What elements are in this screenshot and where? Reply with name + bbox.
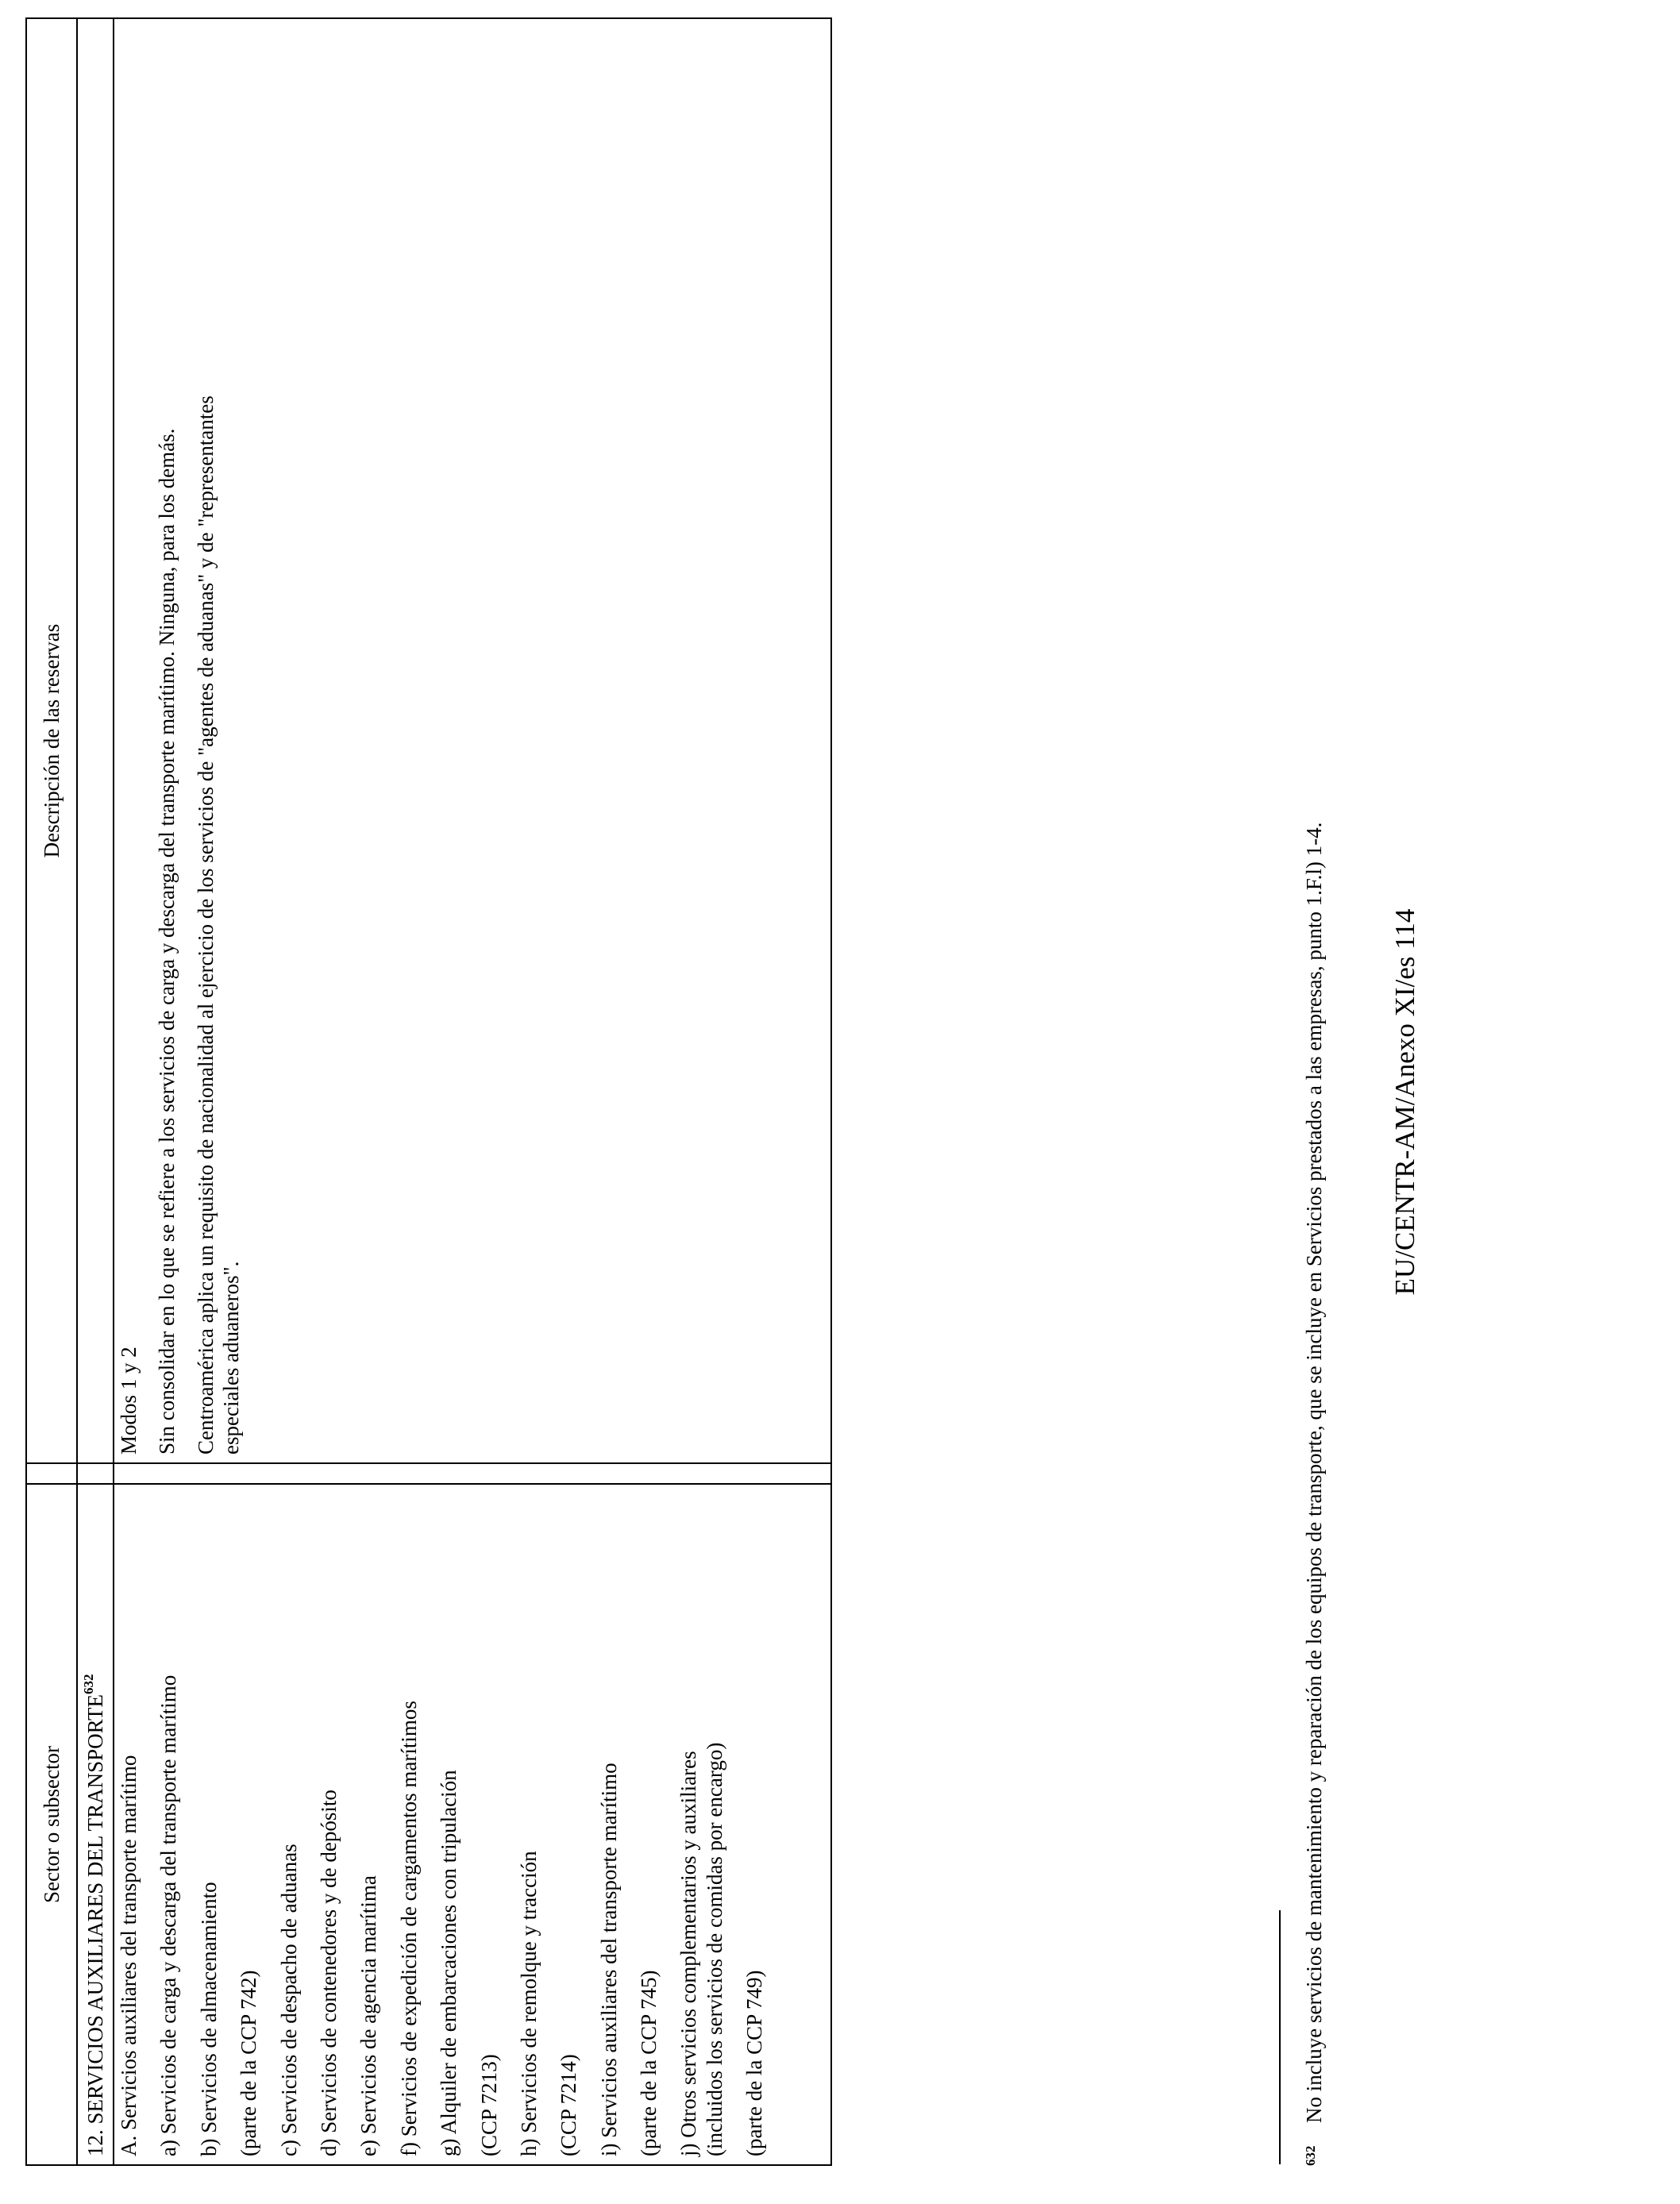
- footnote-text: No incluye servicios de mantenimiento y reparación de los equipos de transporte, que se incluye en Servicios prestados a las empresas, punto 1.F.l) 1-4.: [1302, 822, 1326, 2123]
- sector-line: (parte de la CCP 742): [237, 1970, 261, 2156]
- footnote-divider: [1279, 1910, 1281, 2164]
- section-spacer: [77, 1463, 114, 1484]
- description-line: Modos 1 y 2: [117, 1347, 141, 1455]
- sector-line: e) Servicios de agencia marítima: [356, 1875, 381, 2156]
- table-header-row: [26, 18, 77, 2165]
- page-footer: EU/CENTR-AM/Anexo XI/es 114: [1389, 908, 1420, 1296]
- sector-line: d) Servicios de contenedores y de depósito: [316, 1790, 341, 2156]
- reservations-table: [25, 17, 832, 2166]
- sector-line: g) Alquiler de embarcaciones con tripulación: [437, 1770, 461, 2156]
- header-description: Descripción de las reservas: [26, 18, 77, 1463]
- sector-line: f) Servicios de expedición de cargamentos marítimos: [396, 1701, 421, 2156]
- section-title-cell: [77, 1484, 114, 2165]
- description-line: Sin consolidar en lo que se refiere a los servicios de carga y descarga del transporte marítimo. Ninguna, para los demás.: [155, 428, 179, 1455]
- content-spacer: [114, 1463, 831, 1484]
- footnote-number: 632: [1303, 2145, 1318, 2166]
- header-sector: Sector o subsector: [26, 1484, 77, 2165]
- sector-line: (CCP 7213): [476, 2054, 501, 2156]
- sector-line: A. Servicios auxiliares del transporte marítimo: [117, 1755, 141, 2156]
- sector-line: j) Otros servicios complementarios y auxiliares: [676, 1751, 701, 2156]
- sector-line: b) Servicios de almacenamiento: [196, 1882, 221, 2156]
- sector-cell: [114, 1484, 831, 2165]
- sector-line: (CCP 7214): [557, 2054, 581, 2156]
- description-line: Centroamérica aplica un requisito de nacionalidad al ejercicio de los servicios de "agentes de aduanas" y de "representantes: [193, 395, 218, 1455]
- sector-line: c) Servicios de despacho de aduanas: [276, 1844, 301, 2156]
- footnote: [1302, 102, 1327, 2166]
- sector-line: (parte de la CCP 745): [637, 1970, 661, 2156]
- description-cell: [114, 18, 831, 1463]
- section-empty: [77, 18, 114, 1463]
- sector-line: i) Servicios auxiliares del transporte marítimo: [596, 1763, 621, 2156]
- description-line: especiales aduaneros".: [219, 1261, 244, 1455]
- sector-line: (incluidos los servicios de comidas por encargo): [702, 1742, 726, 2156]
- sector-line: (parte de la CCP 749): [742, 1970, 767, 2156]
- footnote-ref: 632: [80, 1674, 96, 1694]
- header-spacer: [26, 1463, 77, 1484]
- content-row: [114, 18, 831, 2165]
- sector-line: h) Servicios de remolque y tracción: [516, 1851, 541, 2156]
- section-row: [77, 18, 114, 2165]
- sector-line: a) Servicios de carga y descarga del transporte marítimo: [156, 1674, 181, 2156]
- section-title: 12. SERVICIOS AUXILIARES DEL TRANSPORTE: [83, 1693, 107, 2156]
